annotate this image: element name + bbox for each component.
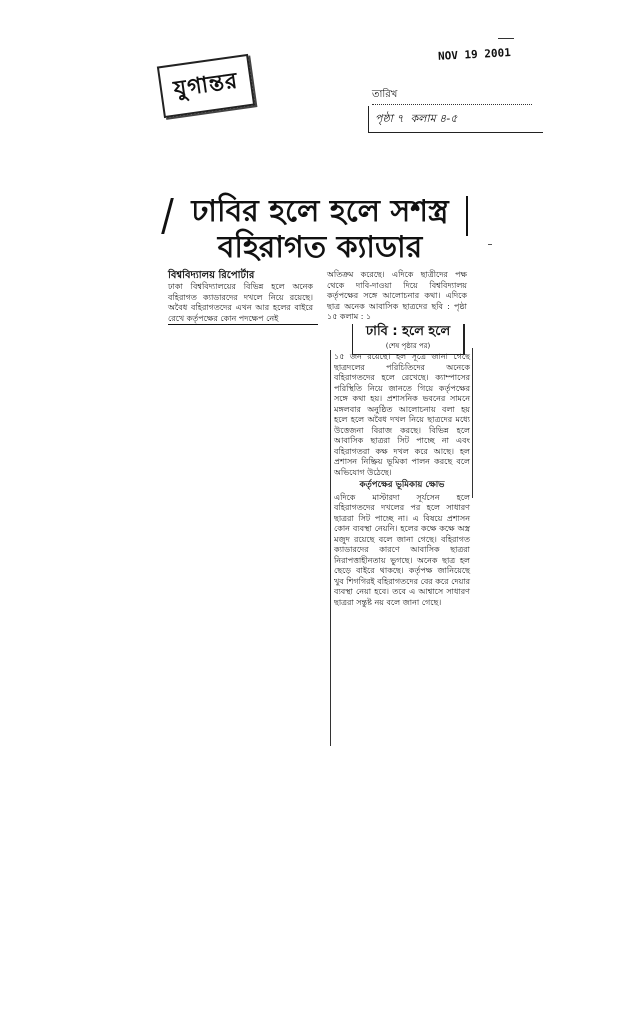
body-paragraph-1: ১৫ জন রয়েছে। হল সূত্রে জানা গেছে ছাত্রদলের পরিচিতিদের অনেকে বহিরাগতদের হলে রেখেছে। ক্যাম্পাসের পরিস্থিতি নিয়ে জানতে গিয়ে কর্তৃপক্ষের সঙ্গে কথা হয়। প্রশাসনিক ভবনের সামনে মঙ্গলবার অনুষ্ঠিত আলোচনায় বলা হয় হলে হলে অবৈধ দখল নিয়ে ছাত্রদের মধ্যে উত্তেজনা বিরাজ করছে। বিভিন্ন হলে আবাসিক ছাত্ররা সিট পাচ্ছে না এবং বহিরাগতরা কক্ষ দখল করে আছে। হল প্রশাসন নিষ্ক্রিয় ভূমিকা পালন করছে বলে অভিযোগ উঠেছে। <box>334 352 470 477</box>
article-col2-intro: অতিক্রম করেছে। এদিকে ছাত্রীদের পক্ষ থেকে দাবি-দাওয়া দিয়ে বিশ্ববিদ্যালয় কর্তৃপক্ষের সঙ্গে আলোচনার কথা। এদিকে ছাত্র অনেক আবাসিক ছাত্রদের ছবি : পৃষ্ঠা ১৫ কলাম : ১ <box>327 270 467 321</box>
continuation-subtitle: (শেষ পৃষ্ঠার পর) <box>385 342 431 350</box>
margin-tick <box>488 244 492 245</box>
page-label: পৃষ্ঠা ৭ <box>375 111 404 125</box>
body-paragraph-2: এদিকে মাস্টারদা সূর্যসেন হলে বহিরাগতদের দখলের পর হলে সাধারণ ছাত্ররা সিট পাচ্ছে না। এ বিষয়ে প্রশাসন কোন ব্যবস্থা নেয়নি। হলের কক্ষে কক্ষে অস্ত্র মজুদ রয়েছে বলে জানা গেছে। বহিরাগত ক্যাডারদের কারণে আবাসিক ছাত্ররা নিরাপত্তাহীনতায় ভুগছে। অনেক ছাত্র হল ছেড়ে বাইরে থাকছে। কর্তৃপক্ষ জানিয়েছে খুব শিগগিরই বহিরাগতদের বের করে দেয়ার ব্যবস্থা নেয়া হবে। তবে এ আশ্বাসে সাধারণ ছাত্ররা সন্তুষ্ট নয় বলে জানা গেছে। <box>334 492 470 607</box>
body-left-rule <box>330 350 331 746</box>
column-rule <box>168 324 318 325</box>
column-label: কলাম ৪-৫ <box>410 111 458 125</box>
page-line <box>368 106 543 133</box>
stamp-text: যুগান্তর <box>172 68 240 102</box>
date-label: তারিখ <box>372 89 398 100</box>
body-subhead: কর্তৃপক্ষের ভূমিকায় ক্ষোভ <box>359 480 445 490</box>
continuation-box <box>352 324 465 355</box>
date-stamp: NOV 19 2001 <box>437 46 512 63</box>
article-byline: বিশ্ববিদ্যালয় রিপোর্টার <box>168 270 255 281</box>
article-intro: ঢাকা বিশ্ববিদ্যালয়ের বিভিন্ন হলে অনেক বহিরাগত ক্যাডারদের দখলে নিয়ে রয়েছে। অবৈধ বহিরাগতদের এখন আর হলের বাইরে রেখে কর্তৃপক্ষের কোন পদক্ষেপ নেই <box>168 282 313 323</box>
body-right-rule <box>472 348 473 498</box>
article-headline: ঢাবির হলে হলে সশস্ত্র বহিরাগত ক্যাডার <box>191 194 449 265</box>
article-body <box>334 352 470 608</box>
continuation-title: ঢাবি : হলে হলে <box>365 324 451 339</box>
newspaper-stamp <box>157 54 255 118</box>
date-stamp-dash <box>498 38 514 39</box>
